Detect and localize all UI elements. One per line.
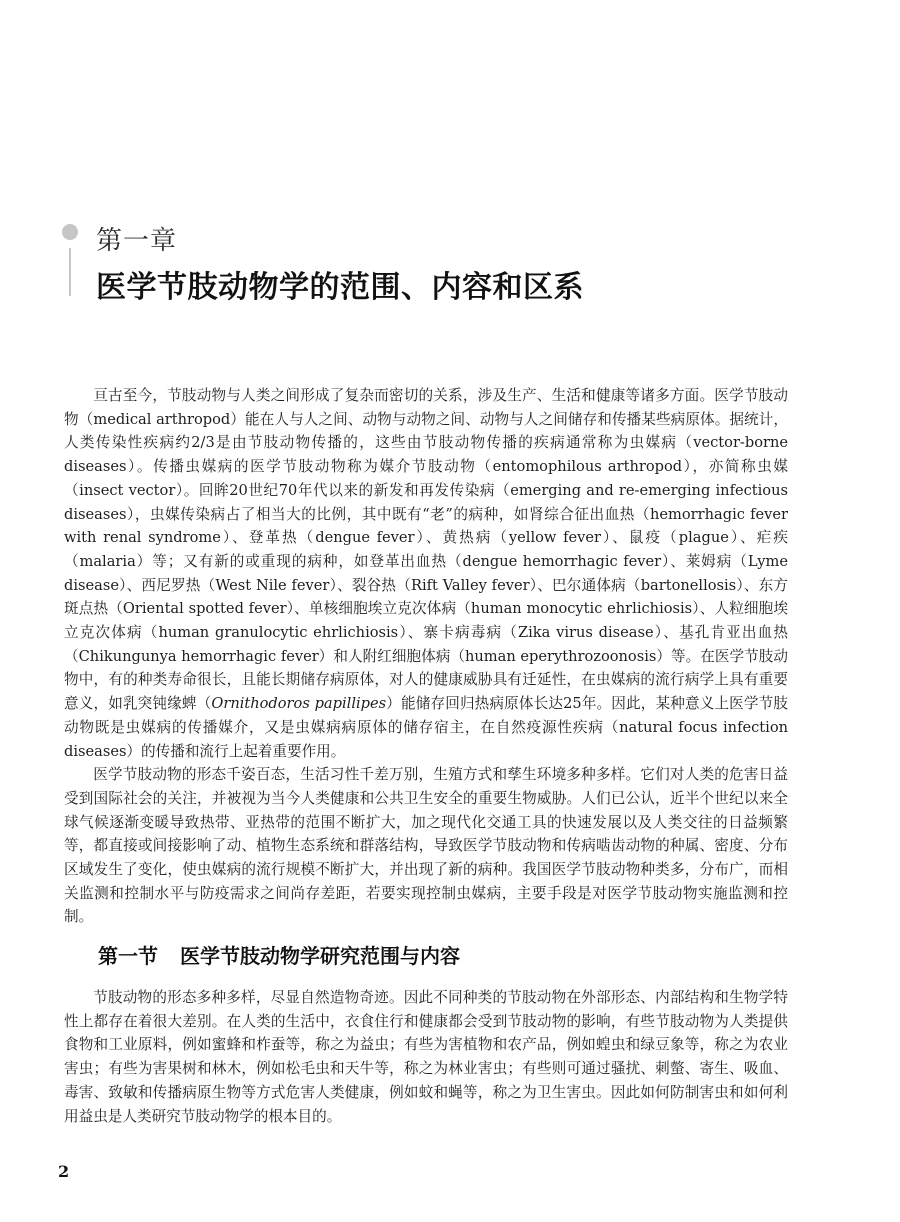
intro-paragraph-1-text: 亘古至今，节肢动物与人类之间形成了复杂而密切的关系，涉及生产、生活和健康等诸多方面。医学节肢动物（medical arthropod）能在人与人之间、动物与动物之间、动物与人之间储存和传播某些病原体。据统计，人类传染性疾病约2/3是由节肢动物传播的，这些由节肢动物传播的疾病通常称为虫媒病（vector-borne diseases）。传播虫媒病的医学节肢动物称为媒介节肢动物（entomophilous arthropod），亦简称虫媒（insect vector）。回眸20世纪70年代以来的新发和再发传染病（emerging and re-emerging infectious diseases），虫媒传染病占了相当大的比例，其中既有“老”的病种，如肾综合征出血热（hemorrhagic fever with renal syndrome）、登革热（dengue fever）、黄热病（yellow fever）、鼠疫（plague）、疟疾（malaria）等；又有新的或重现的病种，如登革出血热（dengue hemorrhagic fever）、莱姆病（Lyme disease）、西尼罗热（West Nile fever）、裂谷热（Rift Valley fever）、巴尔通体病（bartonellosis）、东方斑点热（Oriental spotted fever）、单核细胞埃立克次体病（human monocytic ehrlichiosis）、人粒细胞埃立克次体病（human granulocytic ehrlichiosis）、寨卡病毒病（Zika virus disease）、基孔肯亚出血热（Chikungunya hemorrhagic fever）和人附红细胞体病（human eperythrozoonosis）等。在医学节肢动物中，有的种类寿命很长，且能长期储存病原体，对人的健康威胁具有迁延性，在虫媒病的流行病学上具有重要意义，如乳突钝缘蜱（	[64, 387, 788, 713]
chapter-vertical-bar	[69, 248, 71, 296]
section-text	[64, 986, 788, 1128]
intro-paragraph-2: 医学节肢动物的形态千姿百态，生活习性千差万别，生殖方式和孳生环境多种多样。它们对人类的危害日益受到国际社会的关注，并被视为当今人类健康和公共卫生安全的重要生物威胁。人们已公认，近半个世纪以来全球气候逐渐变暖导致热带、亚热带的范围不断扩大，加之现代化交通工具的快速发展以及人类交往的日益频繁等，都直接或间接影响了动、植物生态系统和群落结构，导致医学节肢动物和传病啮齿动物的种属、密度、分布区域发生了变化，使虫媒病的流行规模不断扩大，并出现了新的病种。我国医学节肢动物种类多，分布广，而相关监测和控制水平与防疫需求之间尚存差距，若要实现控制虫媒病，主要手段是对医学节肢动物实施监测和控制。	[64, 766, 788, 926]
intro-paragraph-1	[64, 384, 788, 763]
section-paragraph: 节肢动物的形态多种多样，尽显自然造物奇迹。因此不同种类的节肢动物在外部形态、内部结构和生物学特性上都存在着很大差别。在人类的生活中，衣食住行和健康都会受到节肢动物的影响，有些节肢动物为人类提供食物和工业原料，例如蜜蜂和柞蚕等，称之为益虫；有些为害植物和农产品，例如蝗虫和绿豆象等，称之为农业害虫；有些为害果树和林木，例如松毛虫和天牛等，称之为林业害虫；有些则可通过骚扰、刺螫、寄生、吸血、毒害、致敏和传播病原生物等方式危害人类健康，例如蚊和蝇等，称之为卫生害虫。因此如何防制害虫和如何利用益虫是人类研究节肢动物学的根本目的。	[64, 989, 788, 1125]
chapter-label: 第一章	[96, 226, 178, 256]
chapter-title: 医学节肢动物学的范围、内容和区系	[96, 270, 584, 305]
section-number: 第一节	[98, 944, 158, 968]
section-title: 医学节肢动物学研究范围与内容	[180, 944, 460, 968]
chapter-bullet-dot	[62, 224, 78, 240]
page-number: 2	[58, 1162, 70, 1181]
intro-paragraph-1-tail: ）能储存回归热病原体长达25年。因此，某种意义上医学节肢动物既是虫媒病的传播媒介，又是虫媒病病原体的储存宿主，在自然疫源性疾病（natural focus infection diseases）的传播和流行上起着重要作用。	[64, 695, 788, 760]
latin-species-name: Ornithodoros papillipes	[211, 695, 387, 713]
chapter-header	[60, 218, 860, 305]
section-heading	[98, 940, 460, 969]
intro-text	[64, 384, 788, 929]
